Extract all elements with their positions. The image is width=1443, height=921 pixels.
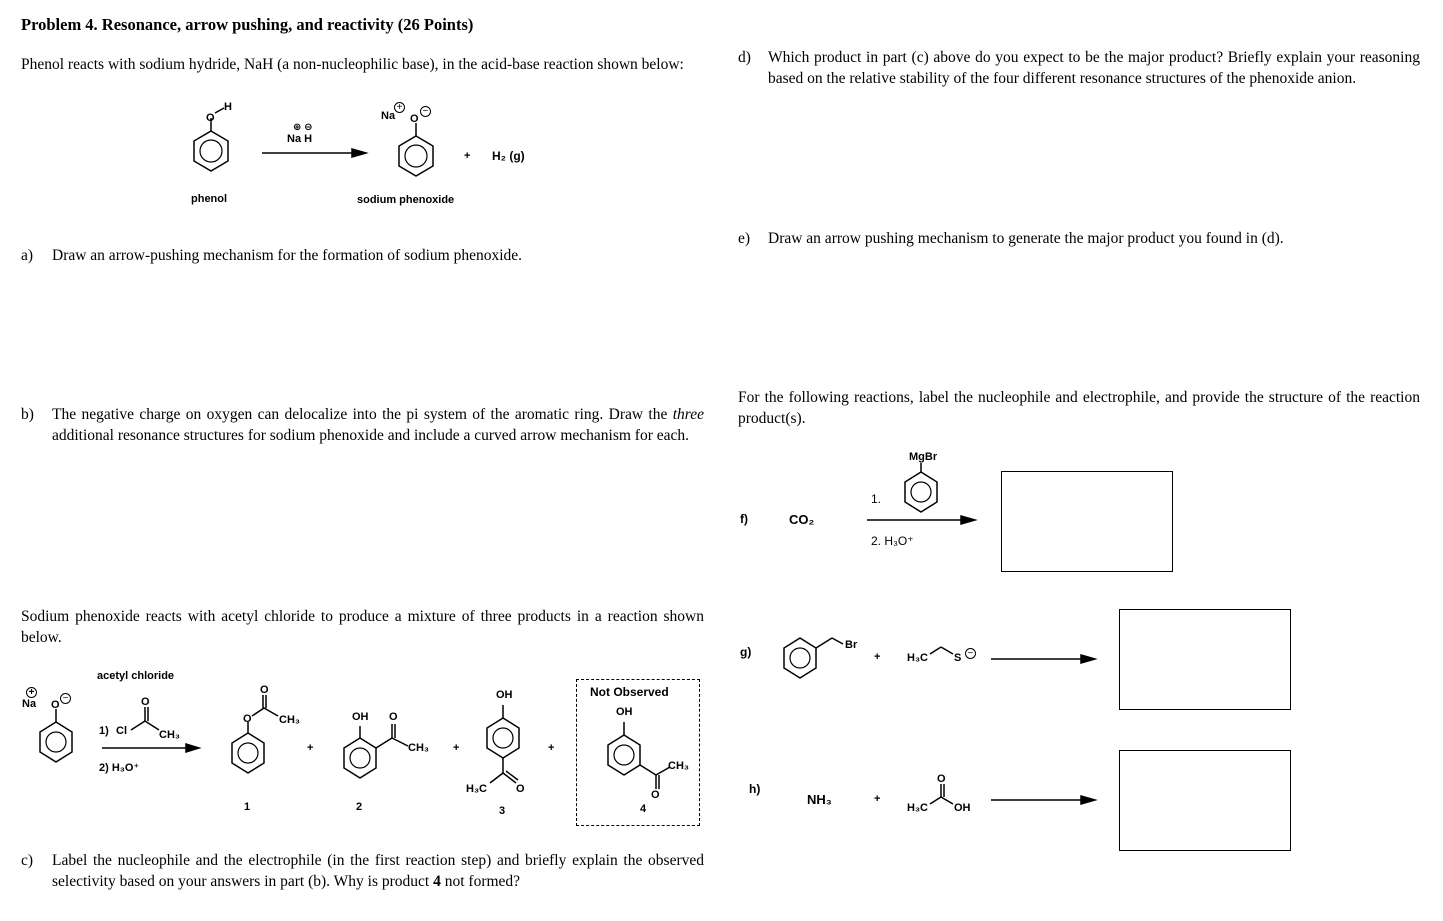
part-c-text: Label the nucleophile and the electrophile (in the first reaction step) and briefly explain the observed selectivity based on your answers in part (b). Why is product 4 not formed? (52, 852, 704, 890)
part-g-h3c: H₃C (907, 652, 928, 664)
step2-label: 2) H₃O⁺ (99, 762, 140, 774)
acetyl-cl-label: Cl (116, 725, 127, 737)
start-o-label: O (51, 699, 60, 711)
product-3-carbonyl-o: O (516, 783, 525, 795)
product-1-ch3: CH₃ (279, 714, 300, 726)
part-d-label: d) (738, 49, 751, 66)
part-f-co2: CO₂ (789, 512, 815, 527)
part-e-label: e) (738, 230, 751, 247)
part-f-mgbr: MgBr (909, 451, 938, 463)
part-f-step2: 2. H₃O⁺ (871, 534, 914, 548)
part-h-h3c: H₃C (907, 802, 928, 814)
part-f-step1: 1. (871, 492, 882, 506)
phenol-label: phenol (191, 193, 228, 205)
product-4-carbonyl-o: O (651, 789, 660, 801)
start-na-charge: + (26, 686, 37, 698)
start-o-negative-charge: − (60, 688, 71, 706)
step1-label: 1) (99, 725, 109, 737)
hydrogen-gas: H₂ (g) (492, 149, 525, 163)
problem-title: Problem 4. Resonance, arrow pushing, and reactivity (26 Points) (21, 15, 474, 34)
part-d-text: Which product in part (c) above do you expect to be the major product? Briefly explain your reasoning based on the relative stability of the four different resonance structures of the phenoxide anion. (768, 49, 1420, 87)
part-a-text: Draw an arrow-pushing mechanism for the formation of sodium phenoxide. (52, 247, 523, 264)
scheme2-plus-1: + (307, 742, 314, 754)
phenoxide-negative-charge: − (420, 101, 431, 119)
product-3-h3c: H₃C (466, 783, 487, 795)
product-1-number: 1 (244, 801, 251, 813)
product-2-oh: OH (352, 711, 369, 723)
phenol-o-label: O (206, 112, 215, 124)
start-na-label: Na (22, 698, 37, 710)
phenoxide-o-label: O (410, 113, 419, 125)
product-3-oh: OH (496, 689, 513, 701)
part-h-label: h) (749, 782, 761, 796)
nah-charges: ⊕ ⊖ (293, 122, 313, 133)
product-2-carbonyl-o: O (389, 711, 398, 723)
sodium-phenoxide-label: sodium phenoxide (357, 194, 455, 206)
scheme2-plus-3: + (548, 742, 555, 754)
product-1-ester-o: O (243, 713, 252, 725)
part-b-text: The negative charge on oxygen can delocalize into the pi system of the aromatic ring. Draw the three additional resonance structures for sodium phenoxide and include a curved arrow mechanism for each. (52, 406, 704, 444)
product-4-number: 4 (640, 803, 647, 815)
part-h-oh: OH (954, 802, 971, 814)
part-a-label: a) (21, 247, 34, 264)
part-b-emphasis: three (672, 406, 704, 423)
product-3-number: 3 (499, 805, 506, 817)
acetyl-chloride-label: acetyl chloride (97, 670, 175, 682)
thiolate-negative-charge: − (965, 643, 976, 661)
phenol-h-label: H (224, 101, 232, 113)
nah-reagent: Na H (287, 133, 313, 145)
part-g-br: Br (845, 639, 858, 651)
phenoxide-na-label: Na (381, 110, 396, 122)
product-4-oh: OH (616, 706, 633, 718)
part-c-label: c) (21, 852, 34, 869)
part-f-label: f) (740, 512, 748, 526)
scheme1-plus: + (464, 150, 471, 162)
product-1-carbonyl-o: O (260, 684, 269, 696)
acetyl-ch3-label: CH₃ (159, 729, 180, 741)
product-2-ch3: CH₃ (408, 742, 429, 754)
part-g-s: S (954, 652, 962, 664)
part-h-carbonyl-o: O (937, 773, 946, 785)
scheme2-plus-2: + (453, 742, 460, 754)
acyl-intro-text: Sodium phenoxide reacts with acetyl chloride to produce a mixture of three products in a reaction shown below. (21, 608, 704, 646)
sodium-cation-charge: + (394, 97, 405, 115)
part-b-label: b) (21, 406, 34, 423)
not-observed-label: Not Observed (590, 685, 669, 699)
product-4-ch3: CH₃ (668, 760, 689, 772)
part-g-label: g) (740, 645, 752, 659)
part-h-nh3: NH₃ (807, 792, 832, 807)
part-c-product-number: 4 (433, 872, 441, 890)
part-h-answer-box[interactable] (1119, 750, 1291, 851)
intro-text: Phenol reacts with sodium hydride, NaH (a non-nucleophilic base), in the acid-base reaction shown below: (21, 56, 684, 73)
part-e-text: Draw an arrow pushing mechanism to generate the major product you found in (d). (768, 230, 1284, 247)
product-2-number: 2 (356, 801, 363, 813)
following-intro-text: For the following reactions, label the nucleophile and electrophile, and provide the structure of the reaction product(s). (738, 389, 1420, 427)
acetyl-o-label: O (141, 696, 150, 708)
part-g-plus: + (874, 651, 881, 663)
part-h-plus: + (874, 793, 881, 805)
